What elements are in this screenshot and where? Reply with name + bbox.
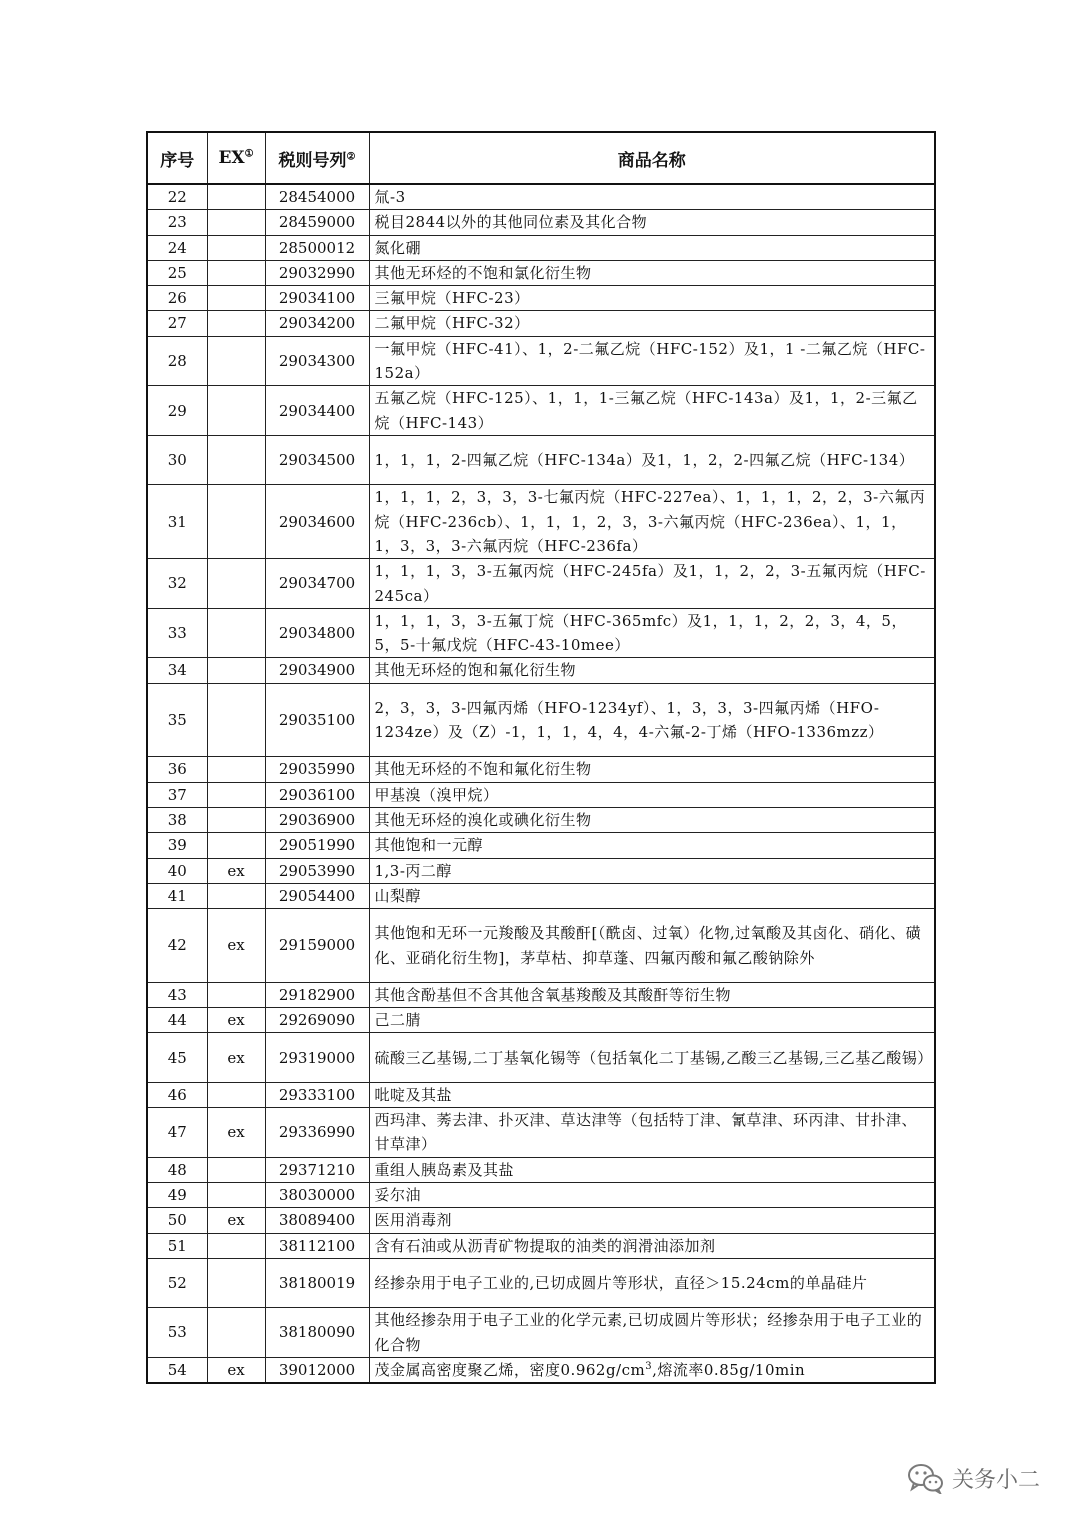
cell-ex bbox=[207, 435, 265, 484]
cell-code: 29035990 bbox=[265, 757, 369, 782]
cell-code: 29034500 bbox=[265, 435, 369, 484]
cell-ex bbox=[207, 608, 265, 658]
cell-no: 26 bbox=[147, 286, 207, 311]
table-row bbox=[147, 210, 935, 235]
cell-code: 29333100 bbox=[265, 1082, 369, 1107]
table-row bbox=[147, 782, 935, 807]
cell-ex: ex bbox=[207, 1357, 265, 1383]
cell-name: 1，1，1，3，3-五氟丁烷（HFC-365mfc）及1，1，1，2，2，3，4，5，5，5-十氟戊烷（HFC-43-10mee） bbox=[369, 608, 935, 658]
cell-ex: ex bbox=[207, 1033, 265, 1082]
cell-code: 29036900 bbox=[265, 808, 369, 833]
table-row bbox=[147, 485, 935, 559]
cell-no: 30 bbox=[147, 435, 207, 484]
cell-no: 33 bbox=[147, 608, 207, 658]
cell-name-text: 茂金属高密度聚乙烯，密度0.962g/cm bbox=[374, 1360, 646, 1379]
cell-ex bbox=[207, 833, 265, 858]
cell-no: 45 bbox=[147, 1033, 207, 1082]
header-code-footnote-mark: ② bbox=[346, 150, 356, 162]
table-header bbox=[147, 132, 935, 184]
cell-name: 妥尔油 bbox=[369, 1183, 935, 1208]
cell-name: 五氟乙烷（HFC-125）、1，1，1-三氟乙烷（HFC-143a）及1，1，2-三氟乙烷（HFC-143） bbox=[369, 386, 935, 436]
cell-no: 25 bbox=[147, 260, 207, 285]
header-code-label: 税则号列 bbox=[278, 150, 347, 171]
cell-ex bbox=[207, 260, 265, 285]
cell-code: 29034700 bbox=[265, 559, 369, 609]
cell-ex bbox=[207, 311, 265, 336]
cell-no: 47 bbox=[147, 1108, 207, 1158]
cell-ex bbox=[207, 1308, 265, 1358]
cell-code: 38180019 bbox=[265, 1258, 369, 1307]
cell-no: 29 bbox=[147, 386, 207, 436]
cell-ex bbox=[207, 1183, 265, 1208]
header-ex-label: EX bbox=[218, 148, 245, 168]
cell-name: 二氟甲烷（HFC-32） bbox=[369, 311, 935, 336]
watermark bbox=[906, 1462, 1040, 1494]
cell-ex bbox=[207, 883, 265, 908]
cell-no: 49 bbox=[147, 1183, 207, 1208]
cell-name: 山梨醇 bbox=[369, 883, 935, 908]
table-row bbox=[147, 909, 935, 983]
header-ex bbox=[207, 132, 265, 184]
cell-name: 税目2844以外的其他同位素及其化合物 bbox=[369, 210, 935, 235]
table-row bbox=[147, 1157, 935, 1182]
cell-name: 其他无环烃的饱和氟化衍生物 bbox=[369, 658, 935, 683]
cell-code: 29371210 bbox=[265, 1157, 369, 1182]
cell-code: 29035100 bbox=[265, 683, 369, 757]
table-row bbox=[147, 184, 935, 210]
cell-name: 1，1，1，3，3-五氟丙烷（HFC-245fa）及1，1，2，2，3-五氟丙烷（HFC-245ca） bbox=[369, 559, 935, 609]
table-row bbox=[147, 1308, 935, 1358]
cell-ex bbox=[207, 757, 265, 782]
cell-code: 29034800 bbox=[265, 608, 369, 658]
cell-ex bbox=[207, 782, 265, 807]
cell-name: 重组人胰岛素及其盐 bbox=[369, 1157, 935, 1182]
cell-code: 28459000 bbox=[265, 210, 369, 235]
cell-code: 28500012 bbox=[265, 235, 369, 260]
cell-code: 38030000 bbox=[265, 1183, 369, 1208]
cell-ex bbox=[207, 559, 265, 609]
cell-ex bbox=[207, 658, 265, 683]
table-row bbox=[147, 235, 935, 260]
cell-name: 其他饱和无环一元羧酸及其酸酐[（酰卤、过氧）化物,过氧酸及其卤化、硝化、磺化、亚硝化衍生物]，茅草枯、抑草蓬、四氟丙酸和氟乙酸钠除外 bbox=[369, 909, 935, 983]
cell-ex bbox=[207, 982, 265, 1007]
cell-no: 35 bbox=[147, 683, 207, 757]
cell-no: 50 bbox=[147, 1208, 207, 1233]
cell-name: 其他饱和一元醇 bbox=[369, 833, 935, 858]
cell-ex: ex bbox=[207, 1008, 265, 1033]
cell-ex: ex bbox=[207, 858, 265, 883]
cell-code: 29269090 bbox=[265, 1008, 369, 1033]
cell-code: 29053990 bbox=[265, 858, 369, 883]
cell-ex bbox=[207, 1258, 265, 1307]
cell-name: 1，1，1，2，3，3，3-七氟丙烷（HFC-227ea）、1，1，1，2，2，3-六氟丙烷（HFC-236cb）、1，1，1，2，3，3-六氟丙烷（HFC-236ea）、1，1，1，3，3，3-六氟丙烷（HFC-236fa） bbox=[369, 485, 935, 559]
cell-name bbox=[369, 1357, 935, 1383]
cell-no: 39 bbox=[147, 833, 207, 858]
table-row bbox=[147, 435, 935, 484]
table-row bbox=[147, 260, 935, 285]
cell-code: 29034300 bbox=[265, 336, 369, 386]
cell-name: 氮化硼 bbox=[369, 235, 935, 260]
cell-no: 48 bbox=[147, 1157, 207, 1182]
cell-ex bbox=[207, 808, 265, 833]
table-row bbox=[147, 286, 935, 311]
cell-code: 38112100 bbox=[265, 1233, 369, 1258]
cell-code: 29182900 bbox=[265, 982, 369, 1007]
cell-name: 其他经掺杂用于电子工业的化学元素,已切成圆片等形状；经掺杂用于电子工业的化合物 bbox=[369, 1308, 935, 1358]
table-row bbox=[147, 1033, 935, 1082]
table-row bbox=[147, 683, 935, 757]
cell-name: 己二腈 bbox=[369, 1008, 935, 1033]
header-ex-footnote-mark: ① bbox=[244, 148, 254, 160]
table-row bbox=[147, 1233, 935, 1258]
cell-no: 43 bbox=[147, 982, 207, 1007]
cell-name: 1,3-丙二醇 bbox=[369, 858, 935, 883]
table-row bbox=[147, 833, 935, 858]
table-row bbox=[147, 1183, 935, 1208]
table-row bbox=[147, 1258, 935, 1307]
cell-no: 32 bbox=[147, 559, 207, 609]
cell-no: 41 bbox=[147, 883, 207, 908]
table-row bbox=[147, 883, 935, 908]
cell-ex bbox=[207, 286, 265, 311]
cell-ex bbox=[207, 1233, 265, 1258]
cell-no: 34 bbox=[147, 658, 207, 683]
cell-code: 29319000 bbox=[265, 1033, 369, 1082]
cell-no: 42 bbox=[147, 909, 207, 983]
watermark-text: 关务小二 bbox=[951, 1467, 1040, 1493]
cell-name: 医用消毒剂 bbox=[369, 1208, 935, 1233]
cell-name-text: ,熔流率0.85g/10min bbox=[652, 1360, 806, 1379]
cell-no: 51 bbox=[147, 1233, 207, 1258]
cell-no: 46 bbox=[147, 1082, 207, 1107]
cell-no: 36 bbox=[147, 757, 207, 782]
cell-code: 29051990 bbox=[265, 833, 369, 858]
cell-no: 24 bbox=[147, 235, 207, 260]
cell-name: 其他无环烃的不饱和氟化衍生物 bbox=[369, 757, 935, 782]
cell-no: 37 bbox=[147, 782, 207, 807]
cell-ex bbox=[207, 1082, 265, 1107]
cell-name: 1，1，1，2-四氟乙烷（HFC-134a）及1，1，2，2-四氟乙烷（HFC-134） bbox=[369, 435, 935, 484]
cell-code: 39012000 bbox=[265, 1357, 369, 1383]
header-code bbox=[265, 132, 369, 184]
cell-name: 其他含酚基但不含其他含氧基羧酸及其酸酐等衍生物 bbox=[369, 982, 935, 1007]
cell-ex: ex bbox=[207, 909, 265, 983]
header-name bbox=[369, 132, 935, 184]
cell-name: 其他无环烃的溴化或碘化衍生物 bbox=[369, 808, 935, 833]
header-no bbox=[147, 132, 207, 184]
cell-name: 硫酸三乙基锡,二丁基氧化锡等（包括氧化二丁基锡,乙酸三乙基锡,三乙基乙酸锡） bbox=[369, 1033, 935, 1082]
cell-name-superscript: 3 bbox=[645, 1360, 653, 1372]
cell-ex bbox=[207, 1157, 265, 1182]
table-row bbox=[147, 757, 935, 782]
table-row bbox=[147, 1082, 935, 1107]
cell-name: 2，3，3，3-四氟丙烯（HFO-1234yf）、1，3，3，3-四氟丙烯（HFO-1234ze）及（Z）-1，1，1，4，4，4-六氟-2-丁烯（HFO-1336mzz） bbox=[369, 683, 935, 757]
cell-code: 29034400 bbox=[265, 386, 369, 436]
cell-code: 38180090 bbox=[265, 1308, 369, 1358]
cell-code: 29032990 bbox=[265, 260, 369, 285]
cell-name: 西玛津、莠去津、扑灭津、草达津等（包括特丁津、氰草津、环丙津、甘扑津、甘草津） bbox=[369, 1108, 935, 1158]
table-row bbox=[147, 1357, 935, 1383]
cell-no: 27 bbox=[147, 311, 207, 336]
cell-name: 吡啶及其盐 bbox=[369, 1082, 935, 1107]
cell-ex bbox=[207, 235, 265, 260]
cell-no: 53 bbox=[147, 1308, 207, 1358]
table-row bbox=[147, 1108, 935, 1158]
cell-code: 29336990 bbox=[265, 1108, 369, 1158]
cell-name: 一氟甲烷（HFC-41）、1，2-二氟乙烷（HFC-152）及1，1 -二氟乙烷（HFC-152a） bbox=[369, 336, 935, 386]
cell-name: 氚-3 bbox=[369, 184, 935, 210]
cell-ex: ex bbox=[207, 1108, 265, 1158]
cell-ex: ex bbox=[207, 1208, 265, 1233]
cell-no: 22 bbox=[147, 184, 207, 210]
tariff-table bbox=[146, 131, 936, 1384]
cell-name: 甲基溴（溴甲烷） bbox=[369, 782, 935, 807]
cell-code: 29054400 bbox=[265, 883, 369, 908]
table-row bbox=[147, 808, 935, 833]
cell-ex bbox=[207, 386, 265, 436]
cell-ex bbox=[207, 683, 265, 757]
cell-no: 31 bbox=[147, 485, 207, 559]
table-row bbox=[147, 559, 935, 609]
table-row bbox=[147, 982, 935, 1007]
cell-name: 经掺杂用于电子工业的,已切成圆片等形状，直径＞15.24cm的单晶硅片 bbox=[369, 1258, 935, 1307]
table-row bbox=[147, 1008, 935, 1033]
wechat-icon bbox=[906, 1462, 944, 1494]
cell-name: 其他无环烃的不饱和氯化衍生物 bbox=[369, 260, 935, 285]
header-row bbox=[147, 132, 935, 184]
table-row bbox=[147, 608, 935, 658]
cell-no: 52 bbox=[147, 1258, 207, 1307]
cell-ex bbox=[207, 336, 265, 386]
cell-ex bbox=[207, 210, 265, 235]
table-row bbox=[147, 658, 935, 683]
cell-code: 29034200 bbox=[265, 311, 369, 336]
cell-code: 28454000 bbox=[265, 184, 369, 210]
cell-no: 23 bbox=[147, 210, 207, 235]
table-row bbox=[147, 858, 935, 883]
cell-name: 含有石油或从沥青矿物提取的油类的润滑油添加剂 bbox=[369, 1233, 935, 1258]
cell-code: 29034100 bbox=[265, 286, 369, 311]
cell-ex bbox=[207, 184, 265, 210]
table-body bbox=[147, 184, 935, 1383]
cell-no: 54 bbox=[147, 1357, 207, 1383]
cell-no: 40 bbox=[147, 858, 207, 883]
table-row bbox=[147, 386, 935, 436]
table-row bbox=[147, 1208, 935, 1233]
cell-code: 29034600 bbox=[265, 485, 369, 559]
cell-no: 28 bbox=[147, 336, 207, 386]
header-no-label: 序号 bbox=[160, 150, 195, 171]
cell-code: 29034900 bbox=[265, 658, 369, 683]
cell-name: 三氟甲烷（HFC-23） bbox=[369, 286, 935, 311]
table-row bbox=[147, 336, 935, 386]
header-name-label: 商品名称 bbox=[617, 150, 686, 171]
cell-no: 38 bbox=[147, 808, 207, 833]
cell-no: 44 bbox=[147, 1008, 207, 1033]
table-row bbox=[147, 311, 935, 336]
cell-code: 29159000 bbox=[265, 909, 369, 983]
cell-code: 29036100 bbox=[265, 782, 369, 807]
cell-code: 38089400 bbox=[265, 1208, 369, 1233]
cell-ex bbox=[207, 485, 265, 559]
